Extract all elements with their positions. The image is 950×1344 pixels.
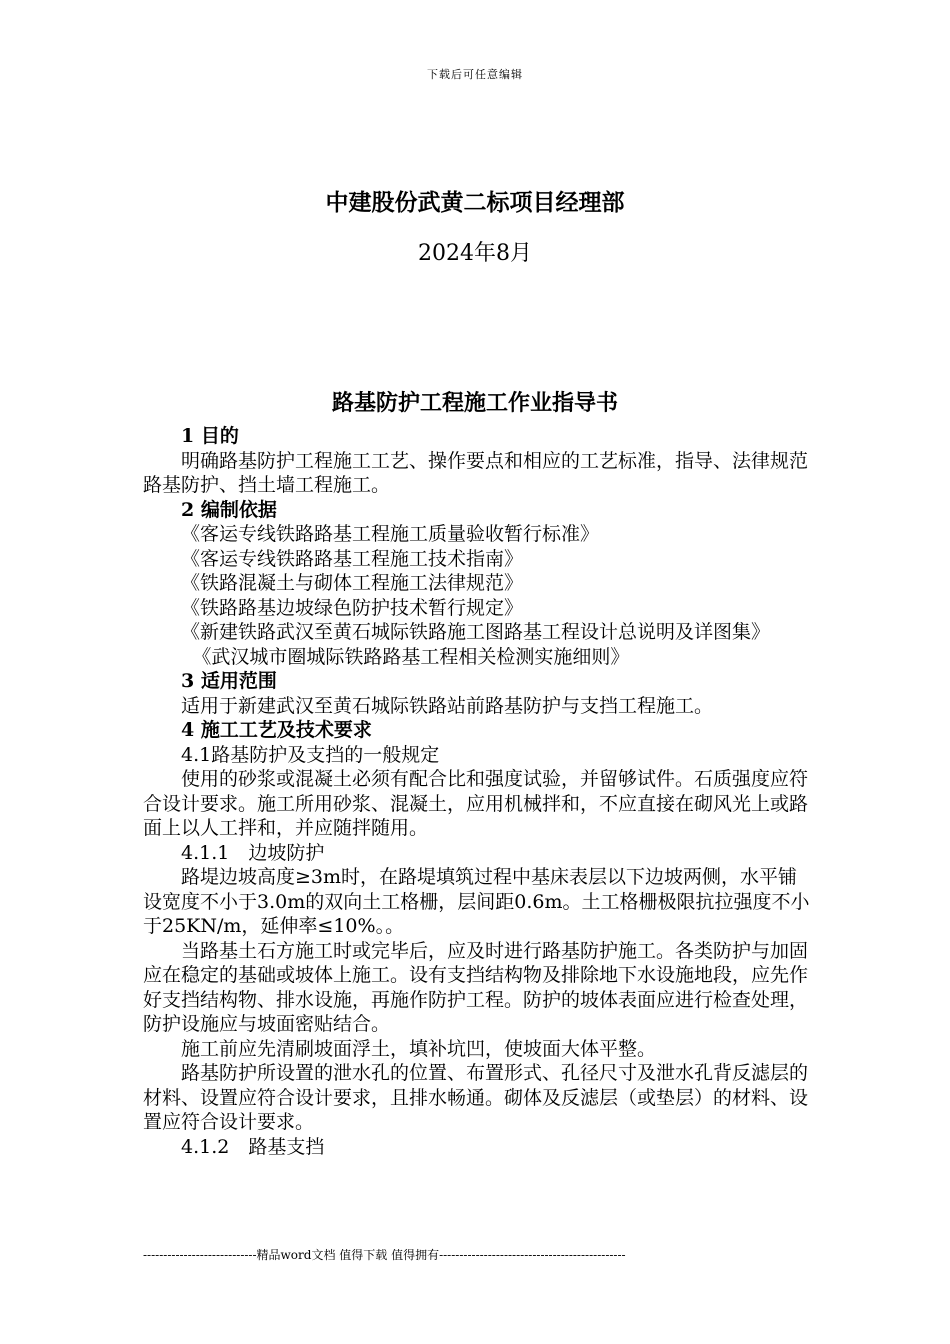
- paragraph: 使用的砂浆或混凝土必须有配合比和强度试验，并留够试件。石质强度应符合设计要求。施工所用砂浆、混凝土，应用机械拌和，不应直接在砌风光上或路面上以人工拌和，并应随拌随用。: [143, 768, 809, 839]
- section-heading-basis: 2 编制依据: [181, 498, 277, 521]
- section-heading-purpose: 1 目的: [181, 425, 239, 447]
- reference-item: 《客运专线铁路路基工程施工质量验收暂行标准》: [181, 523, 600, 545]
- paragraph: 当路基土石方施工时或完毕后，应及时进行路基防护施工。各类防护与加固应在稳定的基础或坡体上施工。设有支挡结构物及排除地下水设施地段，应先作好支挡结构物、排水设施，再施作防护工程。防护的坡体表面应进行检查处理，防护设施应与坡面密贴结合。: [143, 939, 809, 1035]
- paragraph: 施工前应先清刷坡面浮土，填补坑凹，使坡面大体平整。: [181, 1037, 657, 1060]
- section-text-scope: 适用于新建武汉至黄石城际铁路站前路基防护与支挡工程施工。: [181, 694, 714, 717]
- subsection-heading: 4.1路基防护及支挡的一般规定: [181, 743, 440, 766]
- reference-item: 《新建铁路武汉至黄石城际铁路施工图路基工程设计总说明及详图集》: [181, 621, 771, 643]
- section-text-purpose: 明确路基防护工程施工工艺、操作要点和相应的工艺标准，指导、法律规范路基防护、挡土墙工程施工。: [143, 449, 809, 496]
- document-body: [143, 424, 815, 1159]
- paragraph: 路基防护所设置的泄水孔的位置、布置形式、孔径尺寸及泄水孔背反滤层的材料、设置应符合设计要求，且排水畅通。砌体及反滤层（或垫层）的材料、设置应符合设计要求。: [143, 1062, 809, 1133]
- organization-title: 中建股份武黄二标项目经理部: [325, 189, 625, 216]
- paragraph: 路堤边坡高度≥3m时，在路堤填筑过程中基床表层以下边坡两侧，水平铺设宽度不小于3.0m的双向土工格栅，层间距0.6m。土工格栅极限抗拉强度不小于25KN/m，延伸率≤10%。。: [143, 866, 810, 937]
- document-date: 2024年8月: [418, 241, 532, 266]
- reference-item: 《铁路路基边坡绿色防护技术暂行规定》: [181, 596, 524, 619]
- section-heading-process: 4 施工工艺及技术要求: [181, 719, 372, 741]
- section-heading-scope: 3 适用范围: [181, 670, 277, 692]
- document-title: 路基防护工程施工作业指导书: [331, 390, 618, 416]
- subsection-heading: 4.1.1 边坡防护: [181, 841, 325, 864]
- subsection-heading: 4.1.2 路基支挡: [181, 1135, 325, 1158]
- reference-item: 《客运专线铁路路基工程施工技术指南》: [181, 547, 524, 570]
- reference-item: 《武汉城市圈城际铁路路基工程相关检测实施细则》: [192, 645, 630, 668]
- reference-item: 《铁路混凝土与砌体工程施工法律规范》: [181, 572, 524, 594]
- header-note: 下载后可任意编辑: [427, 68, 523, 81]
- footer-note: ----------------------------精品word文档 值得下载 值得拥有----------------------------------------------: [143, 1248, 626, 1262]
